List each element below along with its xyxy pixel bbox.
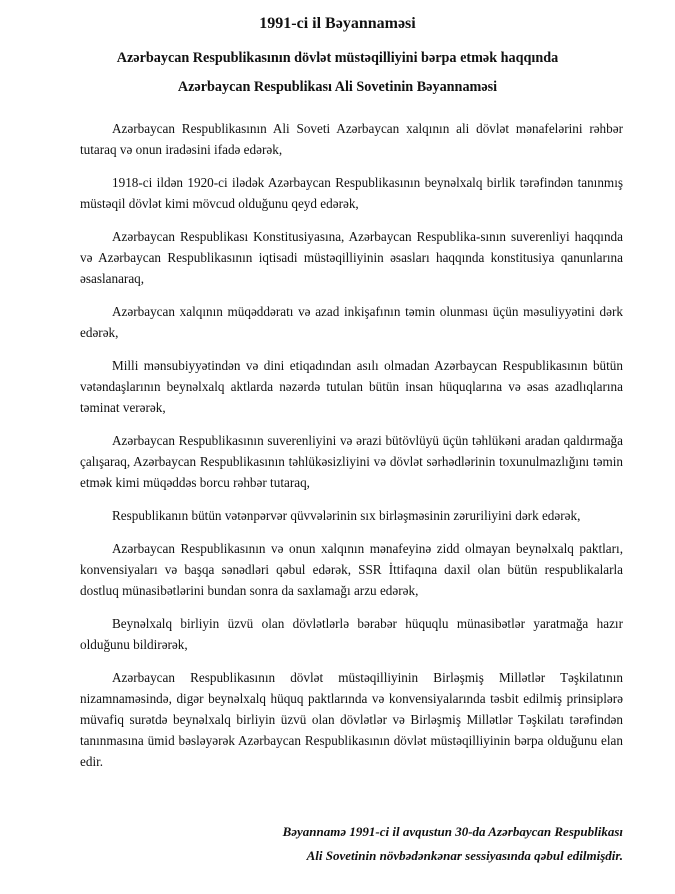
adoption-note-line-2: Ali Sovetinin növbədənkənar sessiyasında qəbul edilmişdir.	[306, 848, 623, 863]
paragraph: Azərbaycan Respublikasının suverenliyini və ərazi bütövlüyü üçün təhlükəni aradan qaldırmağa çalışaraq, Azərbaycan Respublikasının təhlükəsizliyini və dövlət sərhədlərinin toxunulmazlığını təmin etmək kimi müqəddəs borcu rəhbər tutaraq,	[80, 433, 623, 490]
document-subtitle-line-2: Azərbaycan Respublikası Ali Sovetinin Bəyannaməsi	[177, 79, 498, 95]
paragraph: Azərbaycan xalqının müqəddəratı və azad inkişafının təmin olunması üçün məsuliyyətini dərk edərək,	[80, 304, 623, 340]
adoption-note-line-1: Bəyannamə 1991-ci il avqustun 30-da Azərbaycan Respublikası	[282, 824, 623, 839]
paragraph: Azərbaycan Respublikasının və onun xalqının mənafeyinə zidd olmayan beynəlxalq paktları, konvensiyaları və başqa sənədləri qəbul edərək, SSR İttifaqına daxil olan bütün respublikalarla dostluq münasibətlərini bundan sonra da saxlamağı arzu edərək,	[80, 541, 623, 598]
document-subtitle-line-1: Azərbaycan Respublikasının dövlət müstəqilliyini bərpa etmək haqqında	[116, 50, 559, 66]
paragraph: Beynəlxalq birliyin üzvü olan dövlətlərlə bərabər hüquqlu münasibətlər yaratmağa hazır olduğunu bildirərək,	[80, 616, 623, 652]
paragraph: Azərbaycan Respublikasının dövlət müstəqilliyinin Birləşmiş Millətlər Təşkilatının nizamnaməsində, digər beynəlxalq hüquq paktlarında və konvensiyalarında təsbit edilmiş prinsiplərə müvafiq surətdə beynəlxalq birliyin üzvü olan dövlətlər və Birləşmiş Millətlər Təşkilatı tərəfindən tanınmasına ümid bəsləyərək Azərbaycan Respublikasının dövlət müstəqilliyinin bərpa olduğunu elan edir.	[80, 670, 623, 769]
paragraph: Respublikanın bütün vətənpərvər qüvvələrinin sıx birləşməsinin zəruriliyini dərk edərək,	[112, 508, 581, 523]
paragraph: Azərbaycan Respublikası Konstitusiyasına, Azərbaycan Respublika-sının suverenliyi haqqında və Azərbaycan Respublikasının iqtisadi müstəqilliyinin əsasları haqqında konstitusiya qanunlarına əsaslanaraq,	[80, 229, 623, 286]
paragraph: Milli mənsubiyyətindən və dini etiqadından asılı olmadan Azərbaycan Respublikasının bütün vətəndaşlarının beynəlxalq aktlarda nəzərdə tutulan bütün insan hüquqlarına və əsas azadlıqlarına təminat verərək,	[80, 358, 623, 415]
document-body	[80, 118, 623, 772]
adoption-note	[80, 820, 623, 868]
paragraph: Azərbaycan Respublikasının Ali Soveti Azərbaycan xalqının ali dövlət mənafelərini rəhbər tutaraq və onun iradəsini ifadə edərək,	[80, 121, 623, 157]
document-title: 1991-ci il Bəyannaməsi	[259, 15, 416, 32]
paragraph: 1918-ci ildən 1920-ci ilədək Azərbaycan Respublikasının beynəlxalq birlik tərəfindən tanınmış müstəqil dövlət kimi mövcud olduğunu qeyd edərək,	[80, 175, 623, 211]
